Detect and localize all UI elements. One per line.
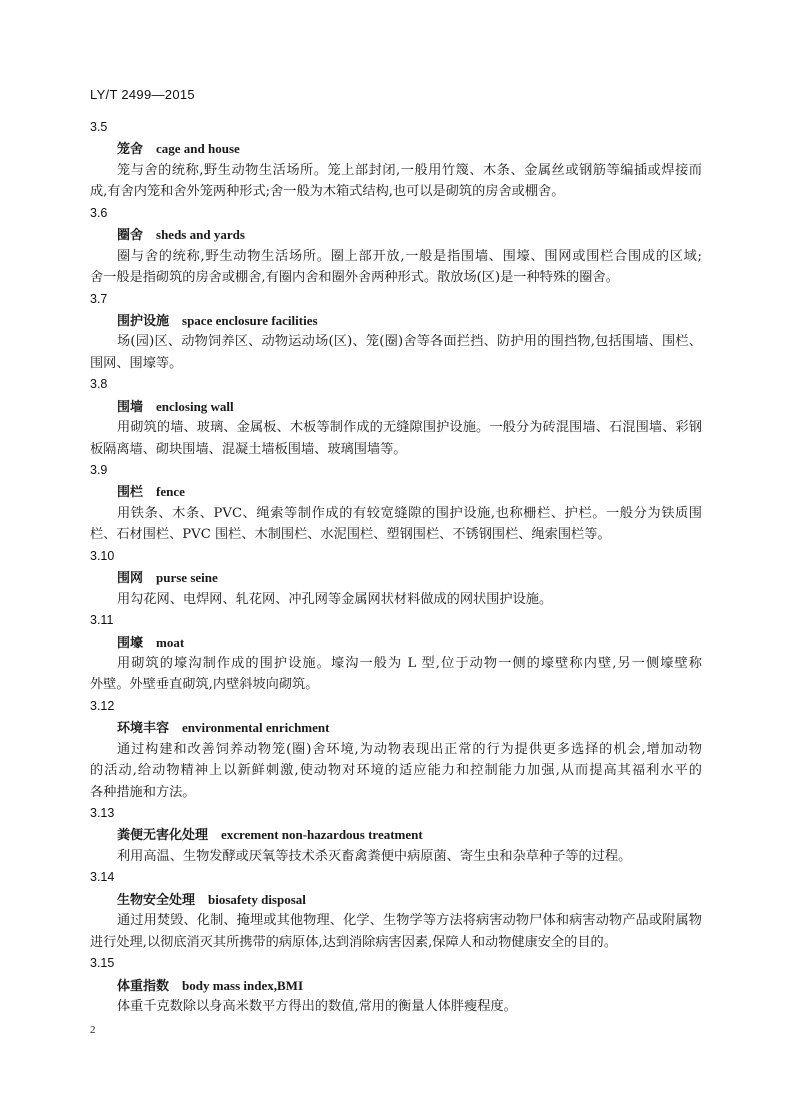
entry-3-7 <box>90 289 702 375</box>
entry-number: 3.8 <box>90 377 108 392</box>
term-zh: 围栏 <box>117 485 144 501</box>
term-en: excrement non-hazardous treatment <box>221 827 423 843</box>
entry-3-8 <box>90 374 702 460</box>
term-zh: 围网 <box>117 571 144 587</box>
term-zh: 围护设施 <box>117 313 170 329</box>
definitions-body <box>90 117 702 1017</box>
term-heading <box>90 975 702 996</box>
term-en: purse seine <box>156 570 218 586</box>
term-en: enclosing wall <box>156 398 234 414</box>
entry-number: 3.15 <box>90 956 115 971</box>
term-heading <box>90 224 702 245</box>
entry-3-5 <box>90 117 702 203</box>
definition-line: 用砌筑的壕沟制作成的围护设施。壕沟一般为 L 型,位于动物一侧的壕壁称内壁,另一侧壕壁称 <box>117 655 702 671</box>
term-zh: 生物安全处理 <box>117 892 196 908</box>
definition-line: 板隔离墙、砌块围墙、混凝土墙板围墙、玻璃围墙等。 <box>90 441 407 457</box>
definition-line: 舍一般是指砌筑的房舍或棚舍,有圈内舍和圈外舍两种形式。散放场(区)是一种特殊的圈舍。 <box>90 270 619 286</box>
term-en: space enclosure facilities <box>182 312 318 328</box>
definition-line: 圈与舍的统称,野生动物生活场所。圈上部开放,一般是指围墙、围壕、围网或围栏合围成的区域; <box>117 248 702 264</box>
entry-3-9 <box>90 460 702 546</box>
entry-number: 3.7 <box>90 291 108 306</box>
entry-number: 3.11 <box>90 613 114 628</box>
definition-line: 外壁。外壁垂直砌筑,内壁斜坡向砌筑。 <box>90 677 319 693</box>
definition-line: 用勾花网、电焊网、轧花网、冲孔网等金属网状材料做成的网状围护设施。 <box>117 591 553 607</box>
term-zh: 体重指数 <box>117 978 170 994</box>
entry-3-6 <box>90 203 702 289</box>
definition-line: 的活动,给动物精神上以新鲜刺激,使动物对环境的适应能力和控制能力加强,从而提高其福利水平的 <box>90 763 702 779</box>
term-zh: 粪便无害化处理 <box>117 828 209 844</box>
term-heading <box>90 567 702 588</box>
entry-number: 3.13 <box>90 806 115 820</box>
term-heading <box>90 396 702 417</box>
term-zh: 环境丰容 <box>117 721 170 737</box>
definition-line: 栏、石材围栏、PVC 围栏、木制围栏、水泥围栏、塑钢围栏、不锈钢围栏、绳索围栏等。 <box>90 527 611 543</box>
entry-3-10 <box>90 546 702 610</box>
term-zh: 笼舍 <box>117 142 144 158</box>
entry-3-12 <box>90 696 702 803</box>
definition-line: 成,有舍内笼和舍外笼两种形式;舍一般为木箱式结构,也可以是砌筑的房舍或棚舍。 <box>90 184 565 200</box>
page-number: 2 <box>90 1024 96 1036</box>
definition-line: 各种措施和方法。 <box>90 784 196 800</box>
entry-3-15 <box>90 953 702 1017</box>
definition-line: 通过用焚毁、化制、掩埋或其他物理、化学、生物学等方法将病害动物尸体和病害动物产品或附属物 <box>117 913 702 929</box>
definition-line: 体重千克数除以身高米数平方得出的数值,常用的衡量人体胖瘦程度。 <box>117 998 517 1014</box>
entry-number: 3.5 <box>90 120 108 134</box>
definition-line: 围网、围壕等。 <box>90 355 183 371</box>
entry-number: 3.6 <box>90 205 108 220</box>
term-en: fence <box>156 484 185 500</box>
definition-line: 利用高温、生物发酵或厌氧等技术杀灭畜禽粪便中病原菌、寄生虫和杂草种子等的过程。 <box>117 848 632 864</box>
term-en: environmental enrichment <box>182 720 330 736</box>
term-heading <box>90 138 702 159</box>
term-zh: 围壕 <box>117 635 144 651</box>
term-heading <box>90 310 702 331</box>
term-zh: 圈舍 <box>117 228 144 244</box>
term-heading <box>90 717 702 738</box>
entry-3-13 <box>90 803 702 867</box>
entry-3-11 <box>90 610 702 696</box>
term-heading <box>90 481 702 502</box>
definition-line: 用砌筑的墙、玻璃、金属板、木板等制作成的无缝隙围护设施。一般分为砖混围墙、石混围墙、彩钢 <box>117 420 702 436</box>
definition-line: 场(园)区、动物饲养区、动物运动场(区)、笼(圈)舍等各面拦挡、防护用的围挡物,包括围墙、围栏、 <box>117 334 702 350</box>
term-en: biosafety disposal <box>208 891 306 907</box>
entry-number: 3.10 <box>90 548 115 563</box>
term-en: sheds and yards <box>156 227 245 243</box>
entry-number: 3.9 <box>90 463 108 477</box>
document-code-header: LY/T 2499—2015 <box>90 87 195 102</box>
definition-line: 进行处理,以彻底消灭其所携带的病原体,达到消除病害因素,保障人和动物健康安全的目的。 <box>90 934 617 950</box>
term-en: cage and house <box>156 141 240 157</box>
term-heading <box>90 889 702 910</box>
definition-line: 通过构建和改善饲养动物笼(圈)舍环境,为动物表现出正常的行为提供更多选择的机会,增加动物 <box>117 741 702 757</box>
entry-3-14 <box>90 867 702 953</box>
entry-number: 3.14 <box>90 870 115 885</box>
definition-line: 笼与舍的统称,野生动物生活场所。笼上部封闭,一般用竹篾、木条、金属丝或钢筋等编插或焊接而 <box>117 162 702 178</box>
term-en: moat <box>156 634 185 650</box>
entry-number: 3.12 <box>90 698 115 713</box>
term-en: body mass index,BMI <box>182 977 304 993</box>
definition-line: 用铁条、木条、PVC、绳索等制作成的有较宽缝隙的围护设施,也称栅栏、护栏。一般分为铁质围 <box>117 505 702 521</box>
term-heading <box>90 632 702 653</box>
term-heading <box>90 824 702 845</box>
term-zh: 围墙 <box>117 399 144 415</box>
